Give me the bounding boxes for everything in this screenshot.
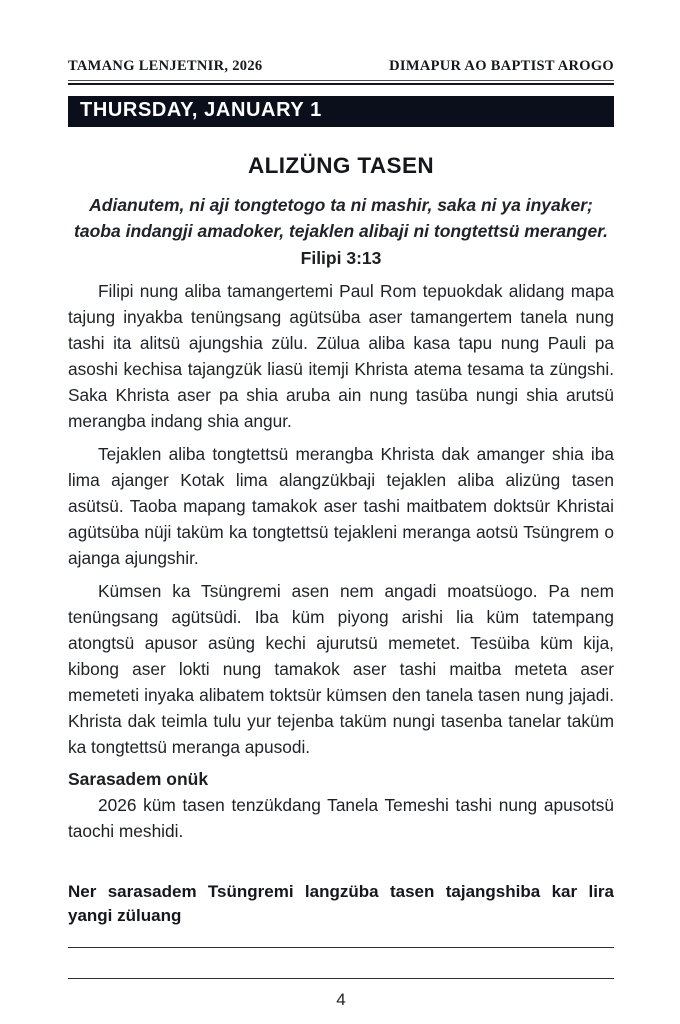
verse-line-2: taoba indangji amadoker, tejaklen alibaji ni tongtettsü meranger. [74,221,608,241]
page-footer [68,880,614,1010]
running-header [68,58,614,75]
writing-line-1 [68,947,614,948]
writing-line-2 [68,978,614,979]
reflection-note: Ner sarasadem Tsüngremi langzüba tasen tajangshiba kar lira yangi züluang [68,882,614,925]
date-banner [68,96,614,127]
prayer-paragraph: 2026 küm tasen tenzükdang Tanela Temeshi tashi nung apusotsü taochi meshidi. [68,795,614,841]
prayer-heading: Sarasadem onük [68,769,209,789]
verse-reference: Filipi 3:13 [300,248,382,268]
scripture-verse [68,192,614,244]
devotion-title: ALIZÜNG TASEN [247,153,435,178]
date-banner-label: THURSDAY, JANUARY 1 [80,99,322,121]
header-divider-rule [68,80,614,85]
devotion-paragraph-3: Kümsen ka Tsüngremi asen nem angadi moatsüogo. Pa nem tenüngsang agütsüdi. Iba küm piyong arishi lia küm tatempang atongtsü apusor asüng kechi ajurutsü memetet. Tesüiba küm kija, kibong aser lokti nung tamakok aser tashi maitba meteta aser memeteti inyaka alibatem toktsür kümsen den tanela tasen nung jajadi. Khrista dak teimla tulu yur tejenba taküm nungi tasenba tanelar taküm ka tongtettsü meranga apusodi. [68,581,614,757]
devotion-paragraph-2: Tejaklen aliba tongtettsü merangba Khrista dak amanger shia iba lima ajanger Kotak lima alangzükbaji tejaklen aliba alizüng tasen asütsü. Taoba mapang tamakok aser tashi maitbatem doktsür Khristai agütsüba nüji taküm ka tongtettsü tejakleni meranga aotsü Tsüngrem o ajanga ajungshir. [68,444,614,568]
page-number: 4 [336,990,346,1009]
verse-line-1: Adianutem, ni aji tongtetogo ta ni mashir, saka ni ya inyaker; [89,195,593,215]
header-booklet-title: TAMANG LENJETNIR, 2026 [68,58,263,74]
devotion-paragraph-1: Filipi nung aliba tamangertemi Paul Rom tepuokdak alidang mapa tajung inyakba tenüngsang agütsüba aser tamangertem tanela nung tashi ita alitsü ajungshia zülu. Zülua aliba kasa tapu nung Pauli pa asoshi kechisa tajangzük liasü itemji Khrista atema tesama ta züngshi. Saka Khrista aser pa shia aruba ain nung tasüba nungi shia arutsü merangba indang shia angur. [68,281,614,431]
header-organization: DIMAPUR AO BAPTIST AROGO [389,58,614,74]
